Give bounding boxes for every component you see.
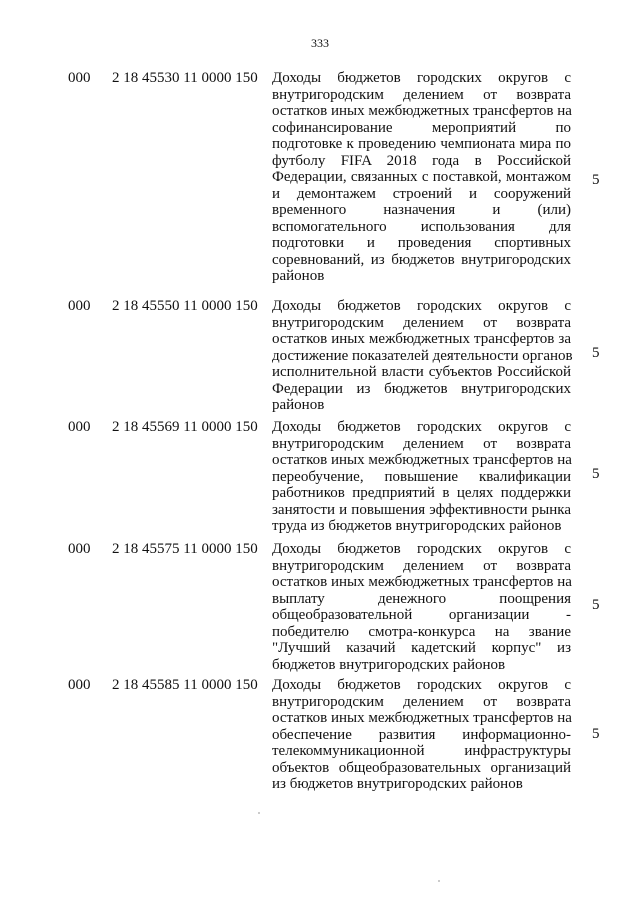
description-line: подготовке к проведению чемпионата мира по [272, 136, 571, 152]
income-description [272, 541, 571, 673]
scan-speck [258, 812, 260, 814]
description-line: временного назначения и (или) [272, 202, 571, 218]
description-line: Доходы бюджетов городских округов с [272, 298, 571, 314]
income-description [272, 677, 571, 793]
description-line: общеобразовательной организации - [272, 607, 571, 623]
budget-code: 2 18 45569 11 0000 150 [112, 419, 258, 435]
description-line: работников предприятий в целях поддержки [272, 485, 571, 501]
row-value: 5 [592, 597, 600, 613]
description-line: переобучение, повышение квалификации [272, 468, 571, 485]
description-line: внутригородским делением от возврата [272, 693, 571, 710]
page-number: 333 [311, 36, 329, 50]
description-line: остатков иных межбюджетных трансфертов на [272, 452, 572, 468]
row-value: 5 [592, 172, 600, 188]
admin-code: 000 [68, 298, 91, 314]
admin-code: 000 [68, 677, 91, 693]
description-line: районов [272, 397, 325, 413]
description-line: Доходы бюджетов городских округов с [272, 677, 571, 693]
description-line: внутригородским делением от возврата [272, 435, 571, 452]
description-line: Федерации из бюджетов внутригородских [272, 380, 571, 397]
budget-code: 2 18 45575 11 0000 150 [112, 541, 258, 557]
description-line: вспомогательного использования для [272, 218, 571, 235]
description-line: "Лучший казачий кадетский корпус" из [272, 640, 571, 656]
description-line: районов [272, 268, 325, 284]
row-value: 5 [592, 726, 600, 742]
description-line: объектов общеобразовательных организаций [272, 759, 571, 776]
scan-speck [438, 880, 440, 882]
description-line: телекоммуникационной инфраструктуры [272, 743, 571, 759]
description-line: достижение показателей деятельности органов [272, 347, 573, 364]
description-line: выплату денежного поощрения [272, 590, 571, 607]
budget-code: 2 18 45550 11 0000 150 [112, 298, 258, 314]
description-line: занятости и повышения эффективности рынка [272, 501, 571, 518]
description-line: Доходы бюджетов городских округов с [272, 541, 571, 557]
row-value: 5 [592, 345, 600, 361]
description-line: труда из бюджетов внутригородских районов [272, 518, 562, 534]
income-description [272, 298, 571, 414]
description-line: подготовки и проведения спортивных [272, 235, 571, 251]
description-line: остатков иных межбюджетных трансфертов на [272, 574, 572, 590]
admin-code: 000 [68, 541, 91, 557]
description-line: остатков иных межбюджетных трансфертов на [272, 710, 572, 726]
description-line: из бюджетов внутригородских районов [272, 776, 523, 792]
description-line: обеспечение развития информационно- [272, 726, 571, 743]
description-line: остатков иных межбюджетных трансфертов за [272, 331, 571, 347]
income-description [272, 70, 571, 285]
description-line: внутригородским делением от возврата [272, 314, 571, 331]
description-line: остатков иных межбюджетных трансфертов на [272, 103, 572, 119]
description-line: соревнований, из бюджетов внутригородских [272, 251, 571, 268]
description-line: Федерации, связанных с поставкой, монтажом [272, 169, 571, 185]
description-line: Доходы бюджетов городских округов с [272, 419, 571, 435]
description-line: футболу FIFA 2018 года в Российской [272, 152, 571, 169]
budget-code: 2 18 45530 11 0000 150 [112, 70, 258, 86]
budget-code: 2 18 45585 11 0000 150 [112, 677, 258, 693]
description-line: внутригородским делением от возврата [272, 86, 571, 103]
row-value: 5 [592, 466, 600, 482]
description-line: и демонтажем строений и сооружений [272, 185, 571, 202]
admin-code: 000 [68, 70, 91, 86]
description-line: Доходы бюджетов городских округов с [272, 70, 571, 86]
description-line: победителю смотра-конкурса на звание [272, 623, 571, 640]
description-line: бюджетов внутригородских районов [272, 656, 506, 673]
income-description [272, 419, 571, 535]
description-line: софинансирование мероприятий по [272, 119, 571, 136]
admin-code: 000 [68, 419, 91, 435]
description-line: внутригородским делением от возврата [272, 557, 571, 574]
description-line: исполнительной власти субъектов Российской [272, 364, 571, 380]
